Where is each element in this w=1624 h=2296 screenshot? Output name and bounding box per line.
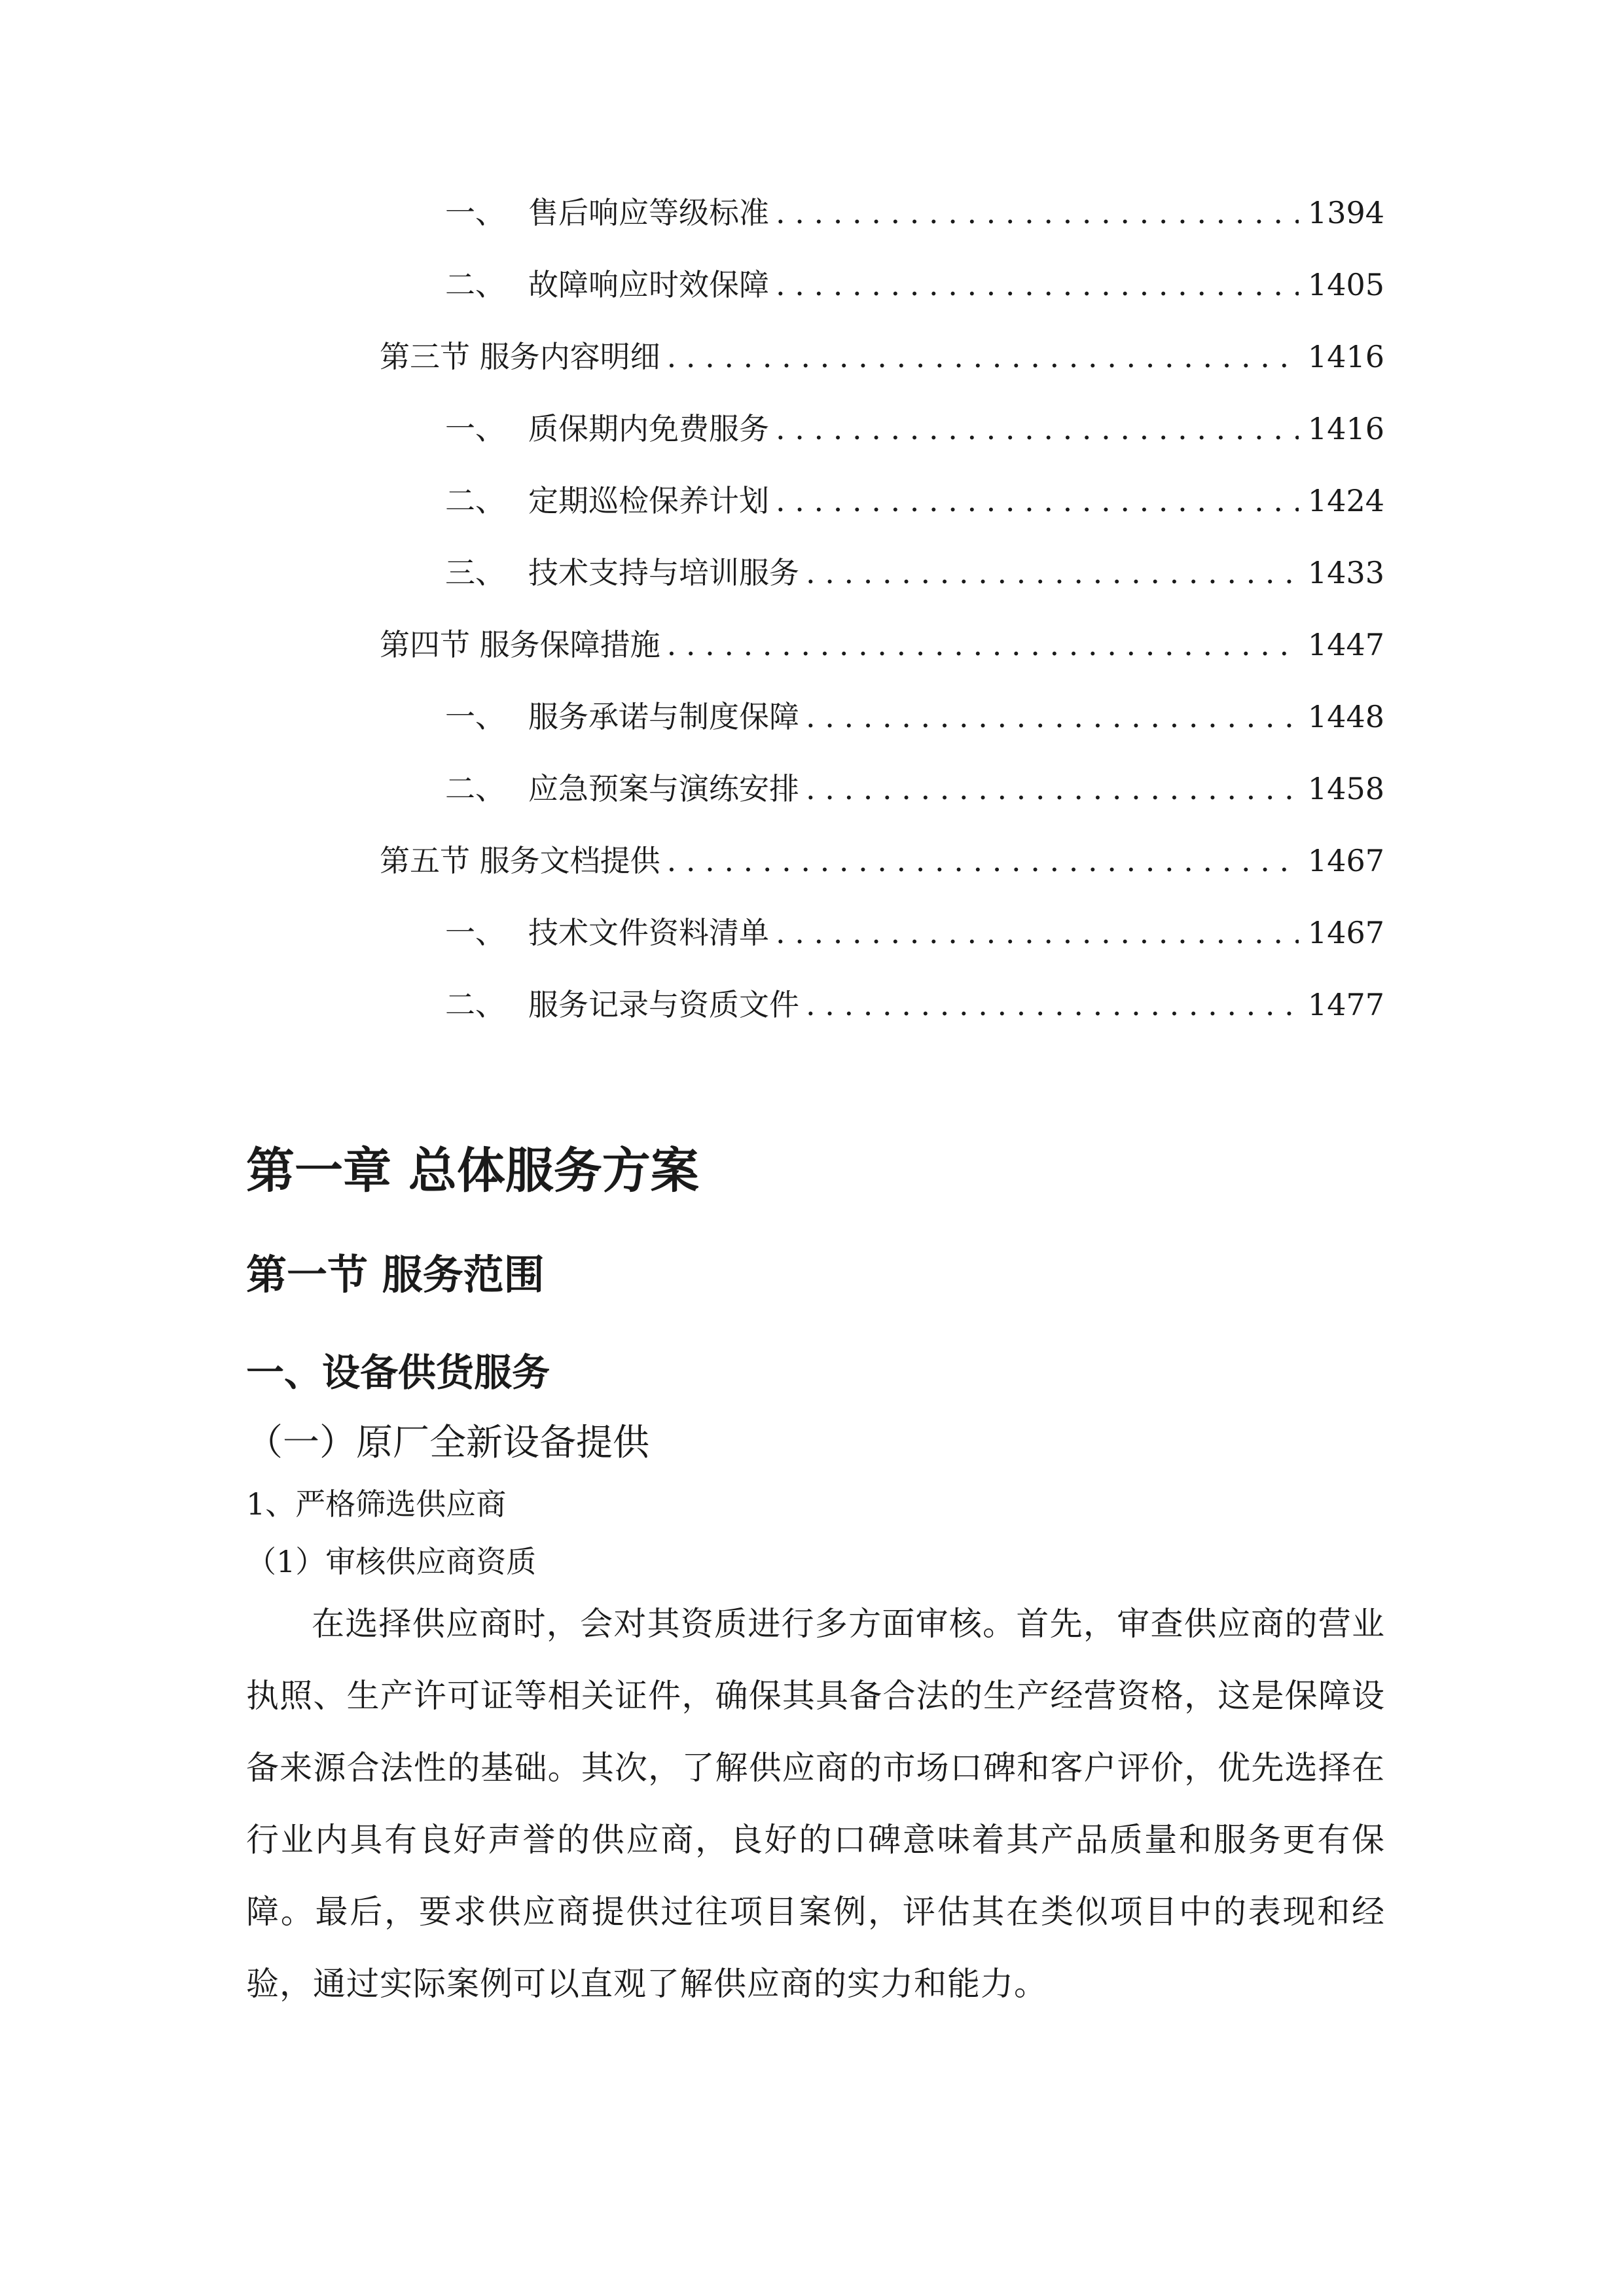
toc-entry-page: 1424 bbox=[1307, 483, 1384, 518]
toc-entry-page: 1467 bbox=[1307, 843, 1384, 878]
toc-dot-leader bbox=[667, 834, 1299, 887]
toc-entry-page: 1416 bbox=[1307, 339, 1384, 374]
toc-entry-page: 1477 bbox=[1307, 987, 1384, 1022]
toc-dot-leader bbox=[776, 187, 1299, 239]
chapter-heading: 第一章 总体服务方案 bbox=[246, 1143, 699, 1199]
toc-entry-number: 一、 bbox=[445, 195, 505, 230]
toc-entry-number: 一、 bbox=[445, 915, 505, 950]
toc-entry-number: 三、 bbox=[445, 555, 505, 590]
toc-entry-title: 应急预案与演练安排 bbox=[528, 771, 799, 806]
toc-entry-number: 二、 bbox=[445, 267, 505, 302]
toc-entry-page: 1433 bbox=[1307, 555, 1384, 590]
toc-entry-page: 1448 bbox=[1307, 699, 1384, 734]
toc-entry[interactable] bbox=[445, 906, 1384, 959]
toc-entry-title: 第三节 服务内容明细 bbox=[380, 339, 660, 374]
toc-entry[interactable] bbox=[380, 619, 1384, 671]
section-heading: 第一节 服务范围 bbox=[246, 1251, 545, 1299]
toc-dot-leader bbox=[667, 619, 1299, 671]
toc-dot-leader bbox=[776, 259, 1299, 311]
toc-entry-number: 二、 bbox=[445, 483, 505, 518]
toc-entry-page: 1458 bbox=[1307, 771, 1384, 806]
toc-entry[interactable] bbox=[445, 259, 1384, 311]
subsection-heading: 一、设备供货服务 bbox=[246, 1350, 550, 1395]
item-heading: （一）原厂全新设备提供 bbox=[246, 1422, 649, 1464]
body-paragraph: 在选择供应商时，会对其资质进行多方面审核。首先，审查供应商的营业执照、生产许可证等相关证件，确保其具备合法的生产经营资格，这是保障设备来源合法性的基础。其次，了解供应商的市场口碑和客户评价，优先选择在行业内具有良好声誉的供应商，良好的口碑意味着其产品质量和服务更有保障。最后，要求供应商提供过往项目案例，评估其在类似项目中的表现和经验，通过实际案例可以直观了解供应商的实力和能力。 bbox=[246, 1605, 1385, 2003]
toc-entry-title: 技术支持与培训服务 bbox=[528, 555, 799, 590]
toc-entry[interactable] bbox=[445, 762, 1384, 815]
toc-entry-title: 售后响应等级标准 bbox=[528, 195, 769, 230]
toc-dot-leader bbox=[776, 906, 1299, 959]
toc-dot-leader bbox=[806, 547, 1299, 599]
toc-entry-title: 服务承诺与制度保障 bbox=[528, 699, 799, 734]
toc-entry-title: 技术文件资料清单 bbox=[528, 915, 769, 950]
subpoint-heading: （1）审核供应商资质 bbox=[246, 1544, 537, 1579]
toc-entry-page: 1405 bbox=[1307, 267, 1384, 302]
toc-dot-leader bbox=[806, 762, 1299, 815]
toc-entry-number: 一、 bbox=[445, 699, 505, 734]
toc-entry-title: 第四节 服务保障措施 bbox=[380, 627, 660, 662]
toc-entry-title: 质保期内免费服务 bbox=[528, 411, 769, 446]
toc-entry-number: 二、 bbox=[445, 987, 505, 1022]
toc-entry[interactable] bbox=[445, 187, 1384, 239]
toc-entry-title: 定期巡检保养计划 bbox=[528, 483, 769, 518]
toc-dot-leader bbox=[806, 691, 1299, 743]
toc-entry-page: 1394 bbox=[1307, 195, 1384, 230]
toc-dot-leader bbox=[776, 475, 1299, 527]
toc-entry-title: 第五节 服务文档提供 bbox=[380, 843, 660, 878]
toc-entry-title: 故障响应时效保障 bbox=[528, 267, 769, 302]
toc-dot-leader bbox=[776, 403, 1299, 455]
toc-entry-page: 1447 bbox=[1307, 627, 1384, 662]
toc-entry-title: 服务记录与资质文件 bbox=[528, 987, 799, 1022]
toc-entry[interactable] bbox=[445, 691, 1384, 743]
point-heading: 1、严格筛选供应商 bbox=[246, 1486, 507, 1522]
toc-dot-leader bbox=[806, 978, 1299, 1031]
toc-entry-number: 二、 bbox=[445, 771, 505, 806]
toc-entry[interactable] bbox=[445, 475, 1384, 527]
toc-entry-page: 1416 bbox=[1307, 411, 1384, 446]
toc-entry[interactable] bbox=[380, 834, 1384, 887]
toc-entry[interactable] bbox=[445, 547, 1384, 599]
toc-entry[interactable] bbox=[445, 403, 1384, 455]
toc-entry-page: 1467 bbox=[1307, 915, 1384, 950]
toc-entry[interactable] bbox=[445, 978, 1384, 1031]
toc-entry[interactable] bbox=[380, 331, 1384, 383]
toc-dot-leader bbox=[667, 331, 1299, 383]
toc-entry-number: 一、 bbox=[445, 411, 505, 446]
